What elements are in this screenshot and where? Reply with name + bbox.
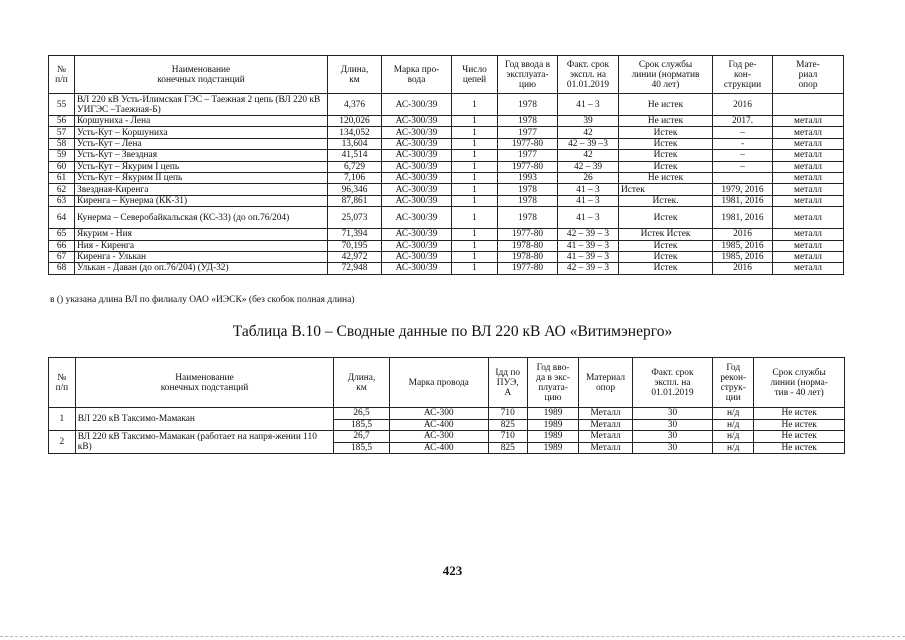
table-cell: – bbox=[713, 161, 773, 172]
table-cell: 42 bbox=[558, 150, 619, 161]
table-cell: 1981, 2016 bbox=[713, 195, 773, 206]
table-cell: 41 – 3 bbox=[558, 207, 619, 229]
table-cell: 1 bbox=[452, 161, 498, 172]
table-cell: Ния - Киренга bbox=[75, 240, 328, 251]
table-cell: Киренга – Кунерма (КК-31) bbox=[75, 195, 328, 206]
table-row bbox=[49, 161, 844, 172]
table-caption: Таблица В.10 – Сводные данные по ВЛ 220 кВ АО «Витимэнерго» bbox=[232, 323, 673, 340]
column-header: Длина, км bbox=[334, 358, 390, 408]
table-cell: 1993 bbox=[498, 172, 558, 183]
table-cell: 71,394 bbox=[328, 229, 382, 240]
table-cell: – bbox=[713, 150, 773, 161]
column-header: Срок службы линии (норматив 40 лет) bbox=[619, 56, 713, 94]
table-cell: 185,5 bbox=[334, 442, 390, 454]
table-cell: 56 bbox=[49, 116, 75, 127]
table-cell: 58 bbox=[49, 138, 75, 149]
table-cell: АС-300/39 bbox=[382, 116, 452, 127]
table-cell: Металл bbox=[579, 442, 633, 454]
table-cell: 1989 bbox=[527, 442, 578, 454]
table-cell: Металл bbox=[579, 419, 633, 431]
table-cell: 1985, 2016 bbox=[713, 251, 773, 262]
table-cell: 2016 bbox=[713, 263, 773, 274]
table-cell: 1989 bbox=[527, 431, 578, 443]
table-cell: 72,948 bbox=[328, 263, 382, 274]
table-cell: 1977-80 bbox=[498, 161, 558, 172]
table-cell: Усть-Кут – Якурим II цепь bbox=[75, 172, 328, 183]
table-cell: 41 – 39 – 3 bbox=[558, 240, 619, 251]
table-cell: АС-300/39 bbox=[382, 172, 452, 183]
table-header-row bbox=[49, 56, 844, 94]
table-cell: 26 bbox=[558, 172, 619, 183]
table-cell: н/д bbox=[713, 431, 754, 443]
table-cell: АС-300/39 bbox=[382, 263, 452, 274]
table-cell: - bbox=[713, 138, 773, 149]
table-cell: 1978 bbox=[498, 207, 558, 229]
table-cell: 185,5 bbox=[334, 419, 390, 431]
table-cell: 2017. bbox=[713, 116, 773, 127]
table-cell: 1 bbox=[452, 138, 498, 149]
table-cell: Истек bbox=[619, 207, 713, 229]
table-cell: 42 – 39 – 3 bbox=[558, 229, 619, 240]
table-header-row bbox=[49, 358, 845, 408]
table-cell: Не истек bbox=[619, 172, 713, 183]
table-row bbox=[49, 138, 844, 149]
column-header: Материал опор bbox=[579, 358, 633, 408]
table-cell: 1979, 2016 bbox=[713, 184, 773, 195]
column-header: Год ввода в эксплуата- цию bbox=[498, 56, 558, 94]
table-cell: Металл bbox=[579, 431, 633, 443]
column-header: Мате- риал опор bbox=[773, 56, 844, 94]
table-cell: 26,5 bbox=[334, 408, 390, 420]
table-footnote: в () указана длина ВЛ по филиалу ОАО «ИЭСК» (без скобок полная длина) bbox=[50, 295, 355, 305]
table-cell: 13,604 bbox=[328, 138, 382, 149]
table-cell: 62 bbox=[49, 184, 75, 195]
column-header: Длина, км bbox=[328, 56, 382, 94]
column-header: № п/п bbox=[49, 56, 75, 94]
table-cell: 30 bbox=[632, 408, 712, 420]
table-cell: 30 bbox=[632, 442, 712, 454]
table-cell: АС-300/39 bbox=[382, 138, 452, 149]
table-cell: Истек bbox=[619, 240, 713, 251]
table-cell: Истек Истек bbox=[619, 229, 713, 240]
table-cell: 1985, 2016 bbox=[713, 240, 773, 251]
table-cell: 2016 bbox=[713, 94, 773, 116]
table-row bbox=[49, 263, 844, 274]
table-cell: 26,7 bbox=[334, 431, 390, 443]
table-cell: АС-300/39 bbox=[382, 240, 452, 251]
column-header: Наименование конечных подстанций bbox=[75, 56, 328, 94]
table-body bbox=[49, 94, 844, 275]
table-row bbox=[49, 195, 844, 206]
table-cell: 1989 bbox=[527, 408, 578, 420]
page-number: 423 bbox=[442, 563, 463, 578]
table-cell: металл bbox=[773, 150, 844, 161]
table-cell: 57 bbox=[49, 127, 75, 138]
row-number: 1 bbox=[49, 408, 76, 431]
table-cell: 30 bbox=[632, 431, 712, 443]
table-cell: 42,972 bbox=[328, 251, 382, 262]
table-cell: 7,106 bbox=[328, 172, 382, 183]
table-cell: Кунерма – Северобайкальская (КС-33) (до оп.76/204) bbox=[75, 207, 328, 229]
table-cell: АС-300/39 bbox=[382, 150, 452, 161]
table-cell: 1977-80 bbox=[498, 138, 558, 149]
table-cell: металл bbox=[773, 251, 844, 262]
table-cell: Истек bbox=[619, 263, 713, 274]
table-row bbox=[49, 251, 844, 262]
table-cell: 1 bbox=[452, 229, 498, 240]
column-header: Марка про- вода bbox=[382, 56, 452, 94]
table-cell: 59 bbox=[49, 150, 75, 161]
table-cell: АС-300/39 bbox=[382, 184, 452, 195]
table-cell: 1978 bbox=[498, 94, 558, 116]
table-cell: 61 bbox=[49, 172, 75, 183]
column-header: Факт. срок экспл. на 01.01.2019 bbox=[632, 358, 712, 408]
table-cell: 1978 bbox=[498, 184, 558, 195]
table-cell: 4,376 bbox=[328, 94, 382, 116]
table-cell: Истек bbox=[619, 138, 713, 149]
table-cell: металл bbox=[773, 240, 844, 251]
column-header: № п/п bbox=[49, 358, 76, 408]
table-cell: 41 – 39 – 3 bbox=[558, 251, 619, 262]
table-cell: 1978-80 bbox=[498, 240, 558, 251]
line-name: ВЛ 220 кВ Таксимо-Мамакан bbox=[75, 408, 333, 431]
table-cell: Истек bbox=[619, 127, 713, 138]
table-row bbox=[49, 408, 845, 420]
table-cell: металл bbox=[773, 127, 844, 138]
table-cell: Коршуниха - Лена bbox=[75, 116, 328, 127]
table-cell: 70,195 bbox=[328, 240, 382, 251]
table-cell: АС-300/39 bbox=[382, 127, 452, 138]
column-header: Срок службы линии (норма- тив - 40 лет) bbox=[754, 358, 845, 408]
table-cell: 2016 bbox=[713, 229, 773, 240]
table-cell: 30 bbox=[632, 419, 712, 431]
table-row bbox=[49, 172, 844, 183]
table-cell: 1 bbox=[452, 263, 498, 274]
table-cell: 1978 bbox=[498, 195, 558, 206]
table-row bbox=[49, 207, 844, 229]
table-cell: металл bbox=[773, 138, 844, 149]
table-cell: Истек bbox=[619, 184, 713, 195]
table-cell: АС-300/39 bbox=[382, 94, 452, 116]
table-cell: Улькан - Даван (до оп.76/204) (УД-32) bbox=[75, 263, 328, 274]
table-cell bbox=[713, 172, 773, 183]
table-cell: металл bbox=[773, 195, 844, 206]
table-cell: н/д bbox=[713, 442, 754, 454]
table-cell: 1977 bbox=[498, 127, 558, 138]
table-cell: – bbox=[713, 127, 773, 138]
table-cell: 1 bbox=[452, 240, 498, 251]
table-cell: 6,729 bbox=[328, 161, 382, 172]
column-header: Год вво- да в экс- плуата- цию bbox=[527, 358, 578, 408]
table-cell: АС-300/39 bbox=[382, 207, 452, 229]
table-row bbox=[49, 150, 844, 161]
table-cell: 41,514 bbox=[328, 150, 382, 161]
table-cell: 1989 bbox=[527, 419, 578, 431]
table-cell: н/д bbox=[713, 408, 754, 420]
power-lines-table bbox=[48, 55, 844, 275]
table-row bbox=[49, 229, 844, 240]
table-cell: металл bbox=[773, 207, 844, 229]
column-header: Год ре- кон- струкции bbox=[713, 56, 773, 94]
table-cell: АС-300/39 bbox=[382, 229, 452, 240]
table-cell: АС-300/39 bbox=[382, 161, 452, 172]
table-cell: 1 bbox=[452, 94, 498, 116]
table-cell: ВЛ 220 кВ Усть-Илимская ГЭС – Таежная 2 цепь (ВЛ 220 кВ УИГЭС –Таежная-Б) bbox=[75, 94, 328, 116]
table-cell: 1 bbox=[452, 172, 498, 183]
table-cell: 39 bbox=[558, 116, 619, 127]
table-cell: 66 bbox=[49, 240, 75, 251]
table-cell: Истек bbox=[619, 251, 713, 262]
table-cell: Звездная-Киренга bbox=[75, 184, 328, 195]
table-cell: Усть-Кут – Якурим I цепь bbox=[75, 161, 328, 172]
table-cell: 41 – 3 bbox=[558, 184, 619, 195]
table-cell: 1 bbox=[452, 184, 498, 195]
table-cell: Усть-Кут – Лена bbox=[75, 138, 328, 149]
table-cell: 67 bbox=[49, 251, 75, 262]
table-cell: 63 bbox=[49, 195, 75, 206]
table-cell: 42 bbox=[558, 127, 619, 138]
table-cell: Не истек bbox=[754, 442, 845, 454]
table-row bbox=[49, 184, 844, 195]
table-cell: 55 bbox=[49, 94, 75, 116]
table-row bbox=[49, 431, 845, 443]
table-cell: металл bbox=[773, 229, 844, 240]
table-cell: 1 bbox=[452, 150, 498, 161]
table-cell: металл bbox=[773, 116, 844, 127]
row-number: 2 bbox=[49, 431, 76, 454]
table-cell: Усть-Кут – Коршуниха bbox=[75, 127, 328, 138]
table-cell: 825 bbox=[488, 442, 527, 454]
table-cell: 1978-80 bbox=[498, 251, 558, 262]
table-cell: 25,073 bbox=[328, 207, 382, 229]
table-cell: АС-300 bbox=[389, 431, 488, 443]
column-header: Марка провода bbox=[389, 358, 488, 408]
table-cell: Якурим - Ния bbox=[75, 229, 328, 240]
table-cell: 42 – 39 – 3 bbox=[558, 263, 619, 274]
table-cell: 64 bbox=[49, 207, 75, 229]
page-edge bbox=[0, 636, 905, 638]
table-cell: 710 bbox=[488, 431, 527, 443]
table-cell: 42 – 39 bbox=[558, 161, 619, 172]
column-header: Наименование конечных подстанций bbox=[75, 358, 333, 408]
table-cell: металл bbox=[773, 161, 844, 172]
table-cell: АС-300/39 bbox=[382, 195, 452, 206]
table-cell: 1 bbox=[452, 251, 498, 262]
table-cell: 1977-80 bbox=[498, 263, 558, 274]
table-cell: 1981, 2016 bbox=[713, 207, 773, 229]
table-cell: 1 bbox=[452, 195, 498, 206]
table-cell: металл bbox=[773, 263, 844, 274]
column-header: Год рекон- струк- ции bbox=[713, 358, 754, 408]
table-cell: АС-300 bbox=[389, 408, 488, 420]
table-cell: 825 bbox=[488, 419, 527, 431]
table-body bbox=[49, 408, 845, 454]
table-cell: 1 bbox=[452, 207, 498, 229]
table-cell: 42 – 39 –3 bbox=[558, 138, 619, 149]
column-header: Iдд по ПУЭ, А bbox=[488, 358, 527, 408]
table-cell: Не истек bbox=[619, 94, 713, 116]
table-row bbox=[49, 94, 844, 116]
column-header: Число цепей bbox=[452, 56, 498, 94]
table-cell: Киренга - Улькан bbox=[75, 251, 328, 262]
table-cell: Металл bbox=[579, 408, 633, 420]
table-cell: 1 bbox=[452, 116, 498, 127]
table-cell: АС-400 bbox=[389, 419, 488, 431]
table-cell: металл bbox=[773, 172, 844, 183]
line-name: ВЛ 220 кВ Таксимо-Мамакан (работает на напря-жении 110 кВ) bbox=[75, 431, 333, 454]
table-cell: Истек. bbox=[619, 195, 713, 206]
table-cell: Истек bbox=[619, 161, 713, 172]
table-cell: Не истек bbox=[754, 408, 845, 420]
table-cell: 96,346 bbox=[328, 184, 382, 195]
table-cell: Не истек bbox=[754, 419, 845, 431]
table-cell: 41 – 3 bbox=[558, 195, 619, 206]
table-cell: 87,861 bbox=[328, 195, 382, 206]
column-header: Факт. срок экспл. на 01.01.2019 bbox=[558, 56, 619, 94]
table-cell: 134,052 bbox=[328, 127, 382, 138]
table-cell: АС-300/39 bbox=[382, 251, 452, 262]
table-cell: АС-400 bbox=[389, 442, 488, 454]
table-cell: н/д bbox=[713, 419, 754, 431]
table-row bbox=[49, 127, 844, 138]
table-cell: 710 bbox=[488, 408, 527, 420]
table-cell: 41 – 3 bbox=[558, 94, 619, 116]
table-cell: 68 bbox=[49, 263, 75, 274]
table-cell: 1978 bbox=[498, 116, 558, 127]
table-row bbox=[49, 240, 844, 251]
table-row bbox=[49, 116, 844, 127]
table-cell: 1977 bbox=[498, 150, 558, 161]
table-cell: металл bbox=[773, 184, 844, 195]
table-cell: 60 bbox=[49, 161, 75, 172]
table-cell: 1 bbox=[452, 127, 498, 138]
table-cell: Истек bbox=[619, 150, 713, 161]
table-cell: Не истек bbox=[619, 116, 713, 127]
table-cell: 120,026 bbox=[328, 116, 382, 127]
table-cell: Не истек bbox=[754, 431, 845, 443]
table-cell: Усть-Кут – Звездная bbox=[75, 150, 328, 161]
table-cell: 65 bbox=[49, 229, 75, 240]
vitimenergo-lines-table bbox=[48, 357, 845, 454]
table-cell: 1977-80 bbox=[498, 229, 558, 240]
table-cell bbox=[773, 94, 844, 116]
